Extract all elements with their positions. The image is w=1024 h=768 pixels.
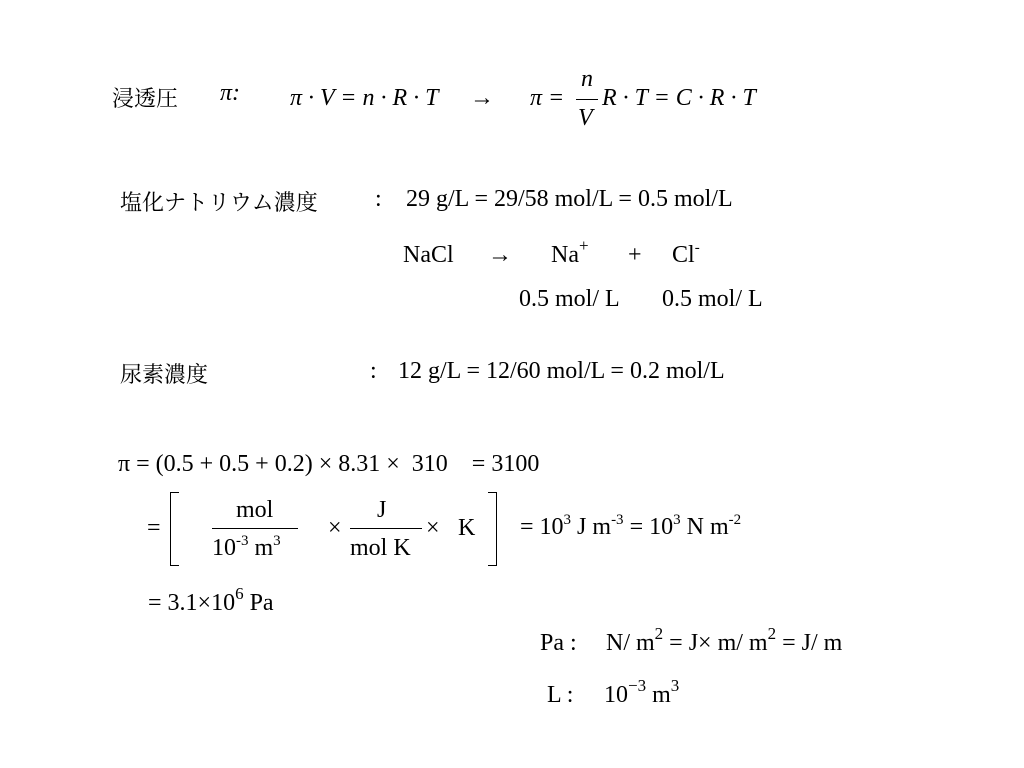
fraction2-bar <box>350 528 422 529</box>
osmotic-result: = $3.1\times 10^6$ Pa <box>148 584 274 616</box>
fraction2-denominator: mol K <box>350 535 411 561</box>
osmotic-equation-2-left: π = <box>530 85 565 111</box>
pascal-label: Pa : <box>540 630 577 656</box>
dissociation-arrow: → <box>488 242 512 268</box>
unit-equals-sign: = <box>147 515 161 541</box>
chloride-concentration: 0.5 mol/ L <box>662 286 763 312</box>
osmotic-equation-1: π · V = n · R · T <box>290 85 439 111</box>
kelvin-unit: K <box>458 515 476 541</box>
fraction2-numerator: J <box>377 497 387 523</box>
urea-colon: : <box>370 358 377 384</box>
times-sign-1: × <box>328 515 342 541</box>
plus-sign: + <box>628 242 642 268</box>
litre-definition: $10^{-3}$ $m^3$ <box>604 676 680 708</box>
right-bracket <box>488 492 497 566</box>
fraction-denominator-v: V <box>578 105 593 131</box>
implies-arrow: → <box>470 85 494 111</box>
pi-colon: π: <box>220 80 241 106</box>
urea-concentration-label: 尿素濃度 <box>120 363 209 388</box>
times-sign-2: × <box>426 515 440 541</box>
pascal-definition: N/ $m^2 = J\times m/$ $m^2 = J/$ m <box>606 624 843 656</box>
unit-result: = $10^3$ J $m^{-3} = 10^3$ N $m^{-2}$ <box>520 512 742 540</box>
fraction-numerator-n: n <box>581 66 593 92</box>
nacl-concentration-label: 塩化ナトリウム濃度 <box>120 191 318 216</box>
nacl-formula: NaCl <box>403 242 454 268</box>
sodium-ion: Na+ <box>551 236 589 268</box>
osmotic-pressure-label: 浸透圧 <box>112 87 179 112</box>
sodium-concentration: 0.5 mol/ L <box>519 286 620 312</box>
fraction1-denominator: $10^{-3}$ $m^3$ <box>212 533 281 561</box>
chloride-ion: Cl- <box>672 240 700 268</box>
nacl-concentration-value: 29 g/L = 29/58 mol/L = 0.5 mol/L <box>406 186 733 212</box>
fraction-bar <box>576 99 598 100</box>
urea-concentration-value: 12 g/L = 12/60 mol/L = 0.2 mol/L <box>398 358 725 384</box>
fraction1-numerator: mol <box>236 497 274 523</box>
osmotic-calculation: π = (0.5 + 0.5 + 0.2) × 8.31 × 310 = 3100 <box>118 451 540 477</box>
fraction1-bar <box>212 528 298 529</box>
osmotic-equation-2-right: R · T = C · R · T <box>602 85 756 111</box>
litre-label: L : <box>547 682 574 708</box>
left-bracket <box>170 492 179 566</box>
nacl-colon: : <box>375 186 382 212</box>
